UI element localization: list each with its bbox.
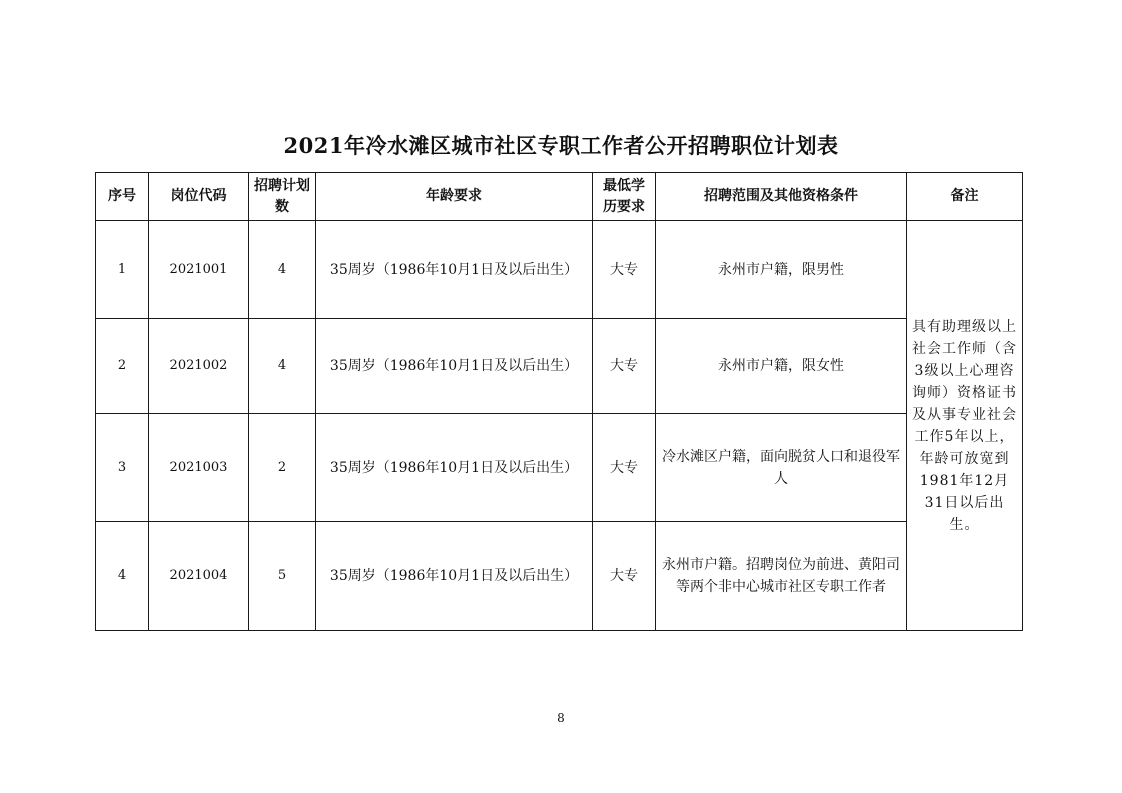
header-scope: 招聘范围及其他资格条件	[656, 173, 907, 221]
recruitment-plan-table	[95, 172, 1023, 631]
row-scope: 永州市户籍，限女性	[656, 319, 907, 414]
row-count: 2	[249, 414, 316, 522]
row-code: 2021004	[149, 522, 249, 631]
table-row	[96, 522, 1023, 631]
header-education: 最低学历要求	[593, 173, 656, 221]
row-seq: 1	[96, 221, 149, 319]
page-title: 2021年冷水滩区城市社区专职工作者公开招聘职位计划表	[283, 133, 839, 158]
row-scope: 永州市户籍，限男性	[656, 221, 907, 319]
header-code: 岗位代码	[149, 173, 249, 221]
row-seq: 3	[96, 414, 149, 522]
row-age: 35周岁（1986年10月1日及以后出生）	[316, 221, 593, 319]
row-age: 35周岁（1986年10月1日及以后出生）	[316, 414, 593, 522]
row-scope: 冷水滩区户籍，面向脱贫人口和退役军人	[656, 414, 907, 522]
row-age: 35周岁（1986年10月1日及以后出生）	[316, 522, 593, 631]
row-code: 2021001	[149, 221, 249, 319]
row-education: 大专	[593, 522, 656, 631]
table-row	[96, 414, 1023, 522]
row-seq: 4	[96, 522, 149, 631]
header-seq: 序号	[96, 173, 149, 221]
header-remarks: 备注	[907, 173, 1023, 221]
page-number: 8	[557, 711, 565, 725]
row-count: 4	[249, 319, 316, 414]
table-row	[96, 221, 1023, 319]
row-code: 2021003	[149, 414, 249, 522]
row-education: 大专	[593, 414, 656, 522]
header-count: 招聘计划数	[249, 173, 316, 221]
row-code: 2021002	[149, 319, 249, 414]
header-age: 年龄要求	[316, 173, 593, 221]
table-row	[96, 319, 1023, 414]
table-header-row	[96, 173, 1023, 221]
row-count: 4	[249, 221, 316, 319]
remarks-text: 具有助理级以上社会工作师（含3级以上心理咨询师）资格证书及从事专业社会工作5年以上，年龄可放宽到1981年12月31日以后出生。	[912, 318, 1017, 533]
row-scope: 永州市户籍。招聘岗位为前进、黄阳司等两个非中心城市社区专职工作者	[656, 522, 907, 631]
remarks-cell	[907, 221, 1023, 631]
row-age: 35周岁（1986年10月1日及以后出生）	[316, 319, 593, 414]
row-seq: 2	[96, 319, 149, 414]
row-education: 大专	[593, 319, 656, 414]
row-education: 大专	[593, 221, 656, 319]
row-count: 5	[249, 522, 316, 631]
